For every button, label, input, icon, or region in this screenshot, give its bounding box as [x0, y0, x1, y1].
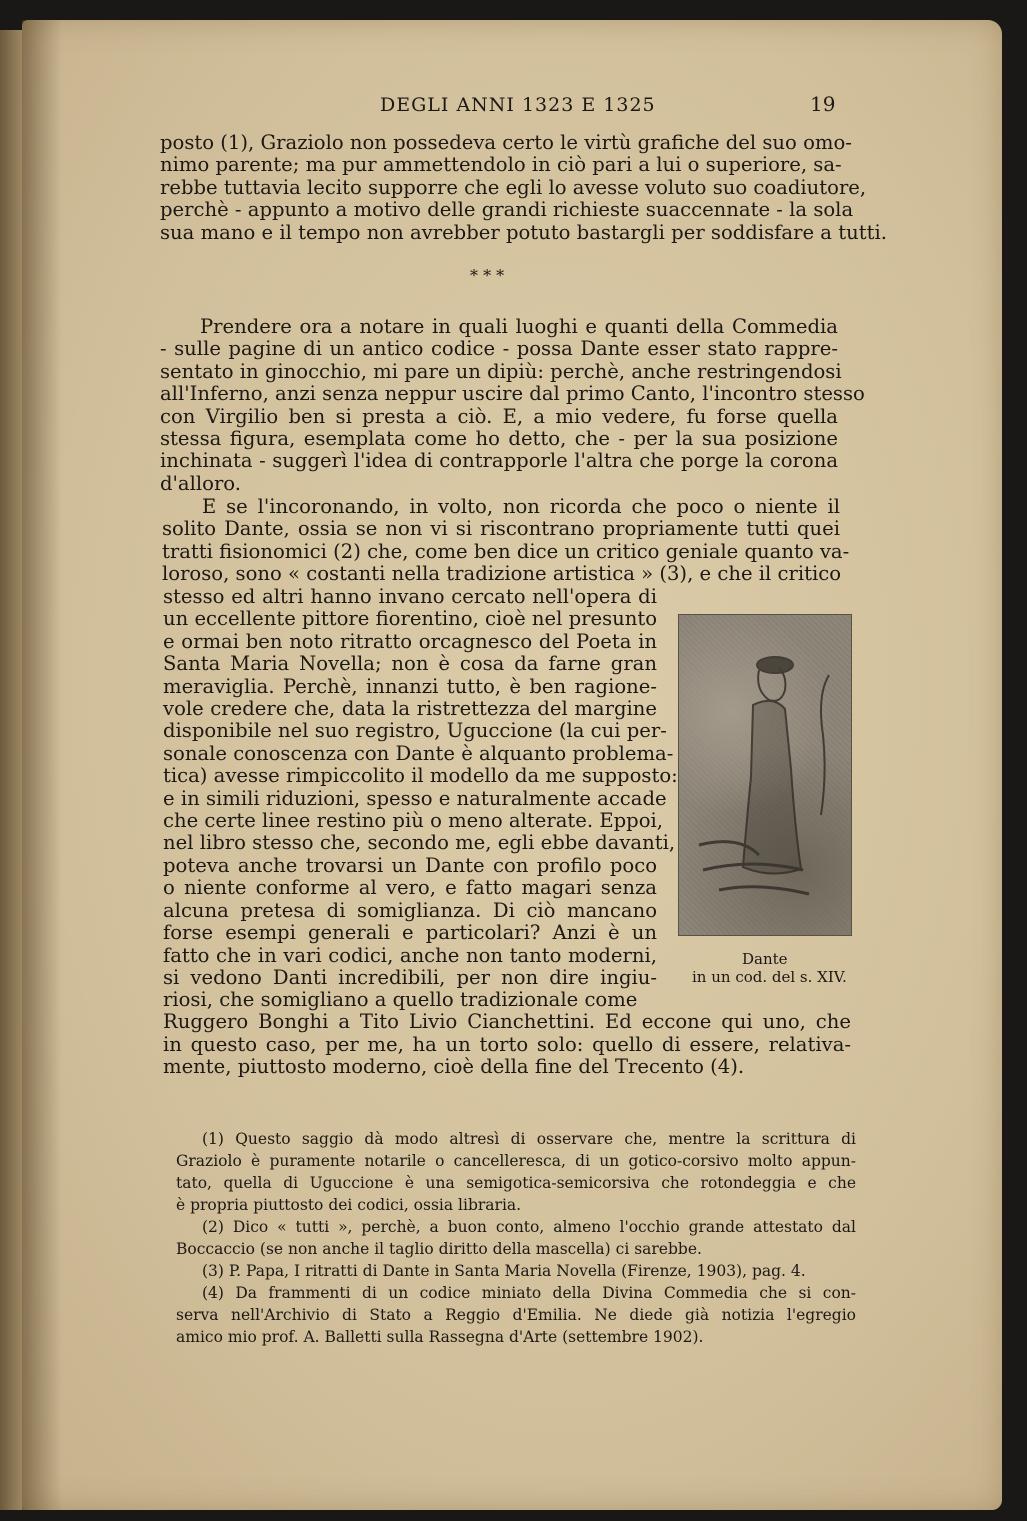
paragraph-3-end [163, 989, 851, 1079]
footnote-line: serva nell'Archivio di Stato a Reggio d'Emilia. Ne diede già notizia l'egregio [176, 1306, 856, 1324]
footnote-line: (3) P. Papa, I ritratti di Dante in Santa Maria Novella (Firenze, 1903), pag. 4. [202, 1262, 806, 1280]
text-line: solito Dante, ossia se non vi si riscontrano propriamente tutti quei [162, 517, 840, 541]
text-line: nel libro stesso che, secondo me, egli ebbe davanti, [163, 831, 676, 855]
paragraph-3 [162, 495, 850, 586]
text-line: d'alloro. [160, 471, 241, 495]
text-line: forse esempi generali e particolari? Anzi è un [163, 921, 657, 945]
text-line: o niente conforme al vero, e fatto magari senza [163, 876, 657, 900]
text-line: sentato in ginocchio, mi pare un dipiù: perchè, anche restringendosi [160, 359, 842, 383]
text-line: sonale conoscenza con Dante è alquanto problema- [163, 741, 674, 765]
text-line: tratti fisionomici (2) che, come ben dice un critico geniale quanto va- [162, 539, 850, 563]
text-line: stesso ed altri hanno invano cercato nell'opera di [163, 585, 657, 608]
text-line: poteva anche trovarsi un Dante con profilo poco [163, 853, 657, 877]
text-line: sua mano e il tempo non avrebber potuto bastargli per soddisfare a tutti. [160, 220, 887, 244]
dante-illustration [678, 614, 852, 936]
text-line: perchè - appunto a motivo delle grandi richieste suaccennate - la sola [160, 198, 854, 222]
text-line: fatto che in vari codici, anche non tanto moderni, [163, 943, 657, 967]
footnotes [176, 1128, 856, 1348]
text-line: Ruggero Bonghi a Tito Livio Cianchettini. Ed eccone qui uno, che [163, 1010, 851, 1034]
text-line: posto (1), Graziolo non possedeva certo le virtù grafiche del suo omo- [160, 131, 852, 154]
text-line: Prendere ora a notare in quali luoghi e quanti della Commedia [200, 315, 838, 338]
page-number: 19 [810, 92, 836, 116]
figure-caption-subtitle: in un cod. del s. XIV. [692, 968, 847, 986]
paragraph-3-narrow [163, 585, 678, 989]
section-separator: * * * [470, 266, 505, 285]
text-line: nimo parente; ma pur ammettendolo in ciò pari a lui o superiore, sa- [160, 153, 842, 177]
text-line: in questo caso, per me, ha un torto solo: quello di essere, relativa- [163, 1032, 851, 1056]
text-line: E se l'incoronando, in volto, non ricorda che poco o niente il [202, 495, 840, 518]
footnote-line: Boccaccio (se non anche il taglio diritto della mascella) ci sarebbe. [176, 1240, 702, 1258]
text-line: e in simili riduzioni, spesso e naturalmente accade [163, 786, 667, 810]
footnote-line: amico mio prof. A. Balletti sulla Rassegna d'Arte (settembre 1902). [176, 1328, 704, 1346]
text-line: stessa figura, esemplata come ho detto, che - per la sua posizione [160, 427, 838, 451]
footnote-line: (4) Da frammenti di un codice miniato della Divina Commedia che si con- [202, 1284, 856, 1302]
footnote-line: Graziolo è puramente notarile o cancelleresca, di un gotico-corsivo molto appun- [176, 1152, 856, 1170]
figure-caption-title: Dante [742, 950, 788, 968]
text-line: vole credere che, data la ristrettezza del margine [163, 697, 657, 721]
footnote-line: è propria piuttosto dei codici, ossia libraria. [176, 1196, 522, 1214]
text-line: un eccellente pittore fiorentino, cioè nel presunto [163, 607, 658, 631]
text-line: Santa Maria Novella; non è cosa da farne gran [163, 652, 657, 676]
text-line: mente, piuttosto moderno, cioè della fine del Trecento (4). [163, 1055, 745, 1079]
dante-figure-drawing [679, 615, 851, 935]
footnote-line: (1) Questo saggio dà modo altresì di osservare che, mentre la scrittura di [202, 1130, 856, 1148]
footnote-line: tato, quella di Uguccione è una semigotica-semicorsiva che rotondeggia e che [176, 1174, 856, 1192]
text-line: rebbe tuttavia lecito supporre che egli lo avesse voluto suo coadiutore, [160, 175, 867, 199]
text-line: loroso, sono « costanti nella tradizione artistica » (3), e che il critico [162, 562, 842, 586]
text-line: - sulle pagine di un antico codice - possa Dante esser stato rappre- [160, 337, 838, 361]
paragraph-2 [160, 315, 865, 495]
running-title: DEGLI ANNI 1323 E 1325 [380, 94, 656, 116]
text-line: e ormai ben noto ritratto orcagnesco del Poeta in [163, 629, 657, 653]
footnote-line: (2) Dico « tutti », perchè, a buon conto, almeno l'occhio grande attestato dal [202, 1218, 856, 1236]
spine-shadow [22, 20, 62, 1510]
text-line: meraviglia. Perchè, innanzi tutto, è ben ragione- [163, 674, 657, 698]
text-line: disponibile nel suo registro, Uguccione (la cui per- [163, 719, 667, 743]
text-line: alcuna pretesa di somiglianza. Di ciò mancano [163, 898, 657, 922]
text-line: che certe linee restino più o meno alterate. Eppoi, [163, 809, 663, 833]
text-line: tica) avesse rimpiccolito il modello da me supposto: [163, 764, 678, 788]
paragraph-1 [160, 131, 887, 244]
text-line: riosi, che somigliano a quello tradizionale come [163, 988, 638, 1011]
text-line: con Virgilio ben si presta a ciò. E, a mio vedere, fu forse quella [160, 404, 838, 428]
text-line: all'Inferno, anzi senza neppur uscire dal primo Canto, l'incontro stesso [160, 382, 865, 406]
text-line: si vedono Danti incredibili, per non dire ingiu- [163, 965, 657, 989]
text-line: inchinata - suggerì l'idea di contrapporle l'altra che porge la corona [160, 449, 838, 473]
